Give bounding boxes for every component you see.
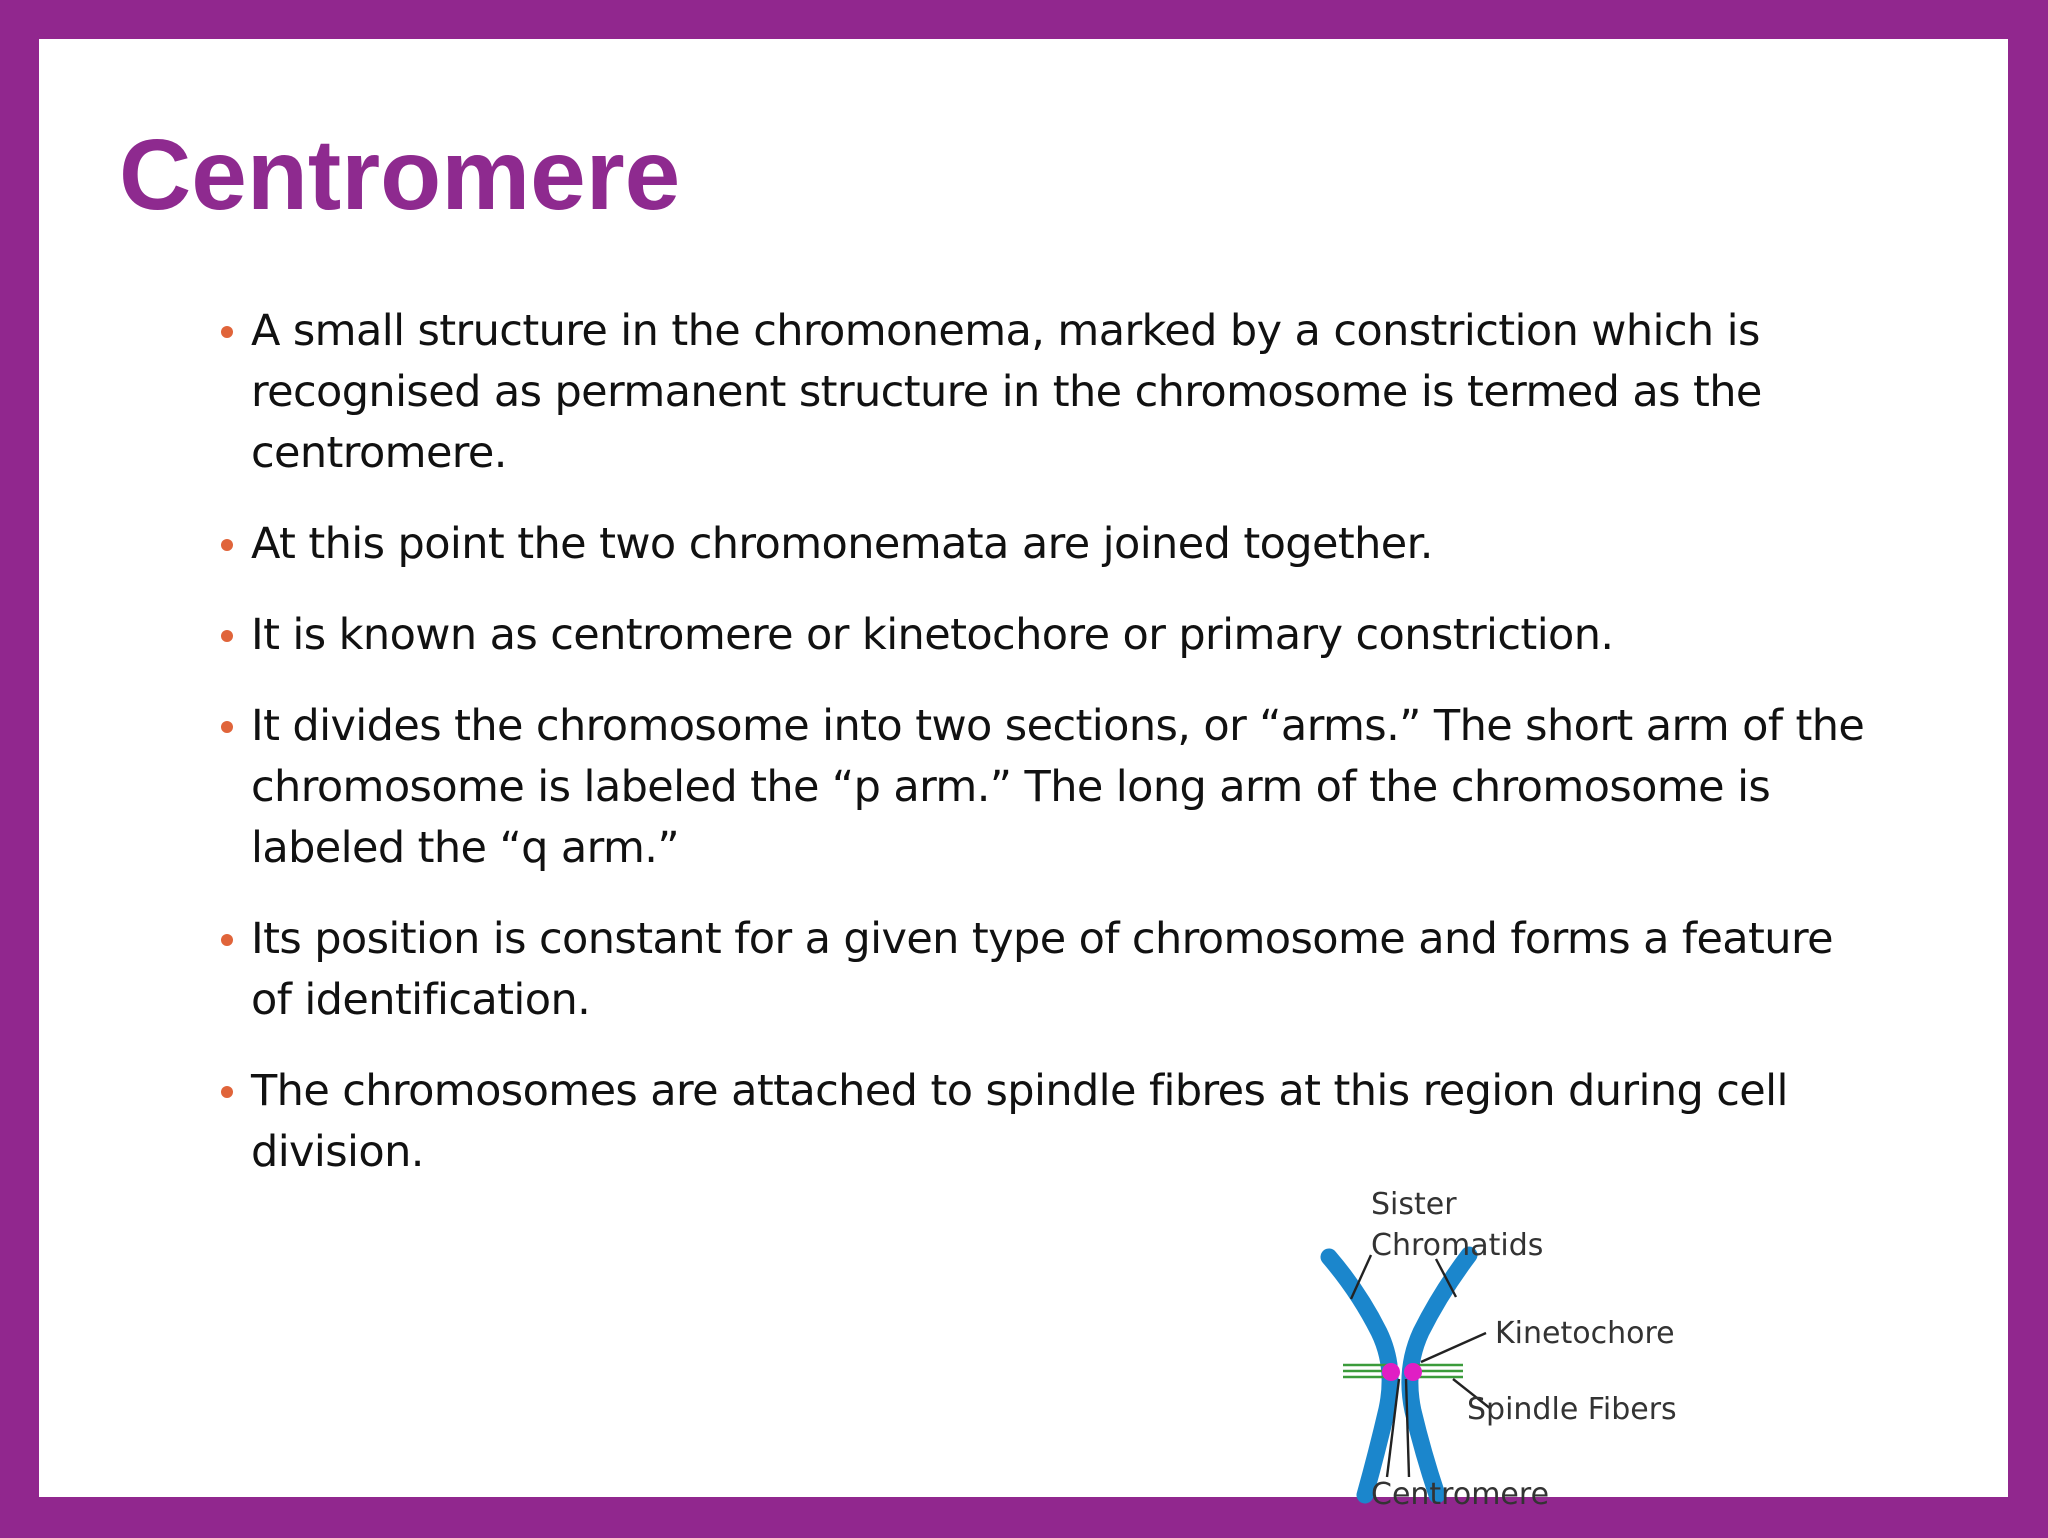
- bullet-dot-icon: [221, 326, 233, 338]
- bullet-dot-icon: [221, 721, 233, 733]
- label-spindle-fibers: Spindle Fibers: [1467, 1392, 1677, 1427]
- bullet-text: A small structure in the chromonema, marked by a constriction which is recognised as permanent structure in the chromosome is termed as the centromere.: [251, 306, 1762, 478]
- kinetochore-right-icon: [1404, 1363, 1422, 1381]
- slide: [39, 39, 2008, 1512]
- bullet-item: [219, 301, 1879, 484]
- bullet-text: At this point the two chromonemata are joined together.: [251, 519, 1433, 569]
- bullet-list: [219, 301, 1879, 1213]
- bullet-text: It divides the chromosome into two sections, or “arms.” The short arm of the chromosome is labeled the “p arm.” The long arm of the chromosome is labeled the “q arm.”: [251, 701, 1865, 873]
- bullet-text: Its position is constant for a given type of chromosome and forms a feature of identification.: [251, 914, 1833, 1025]
- bullet-dot-icon: [221, 539, 233, 551]
- bullet-dot-icon: [221, 934, 233, 946]
- label-centromere: Centromere: [1371, 1477, 1550, 1512]
- bullet-dot-icon: [221, 1086, 233, 1098]
- bullet-item: [219, 514, 1879, 575]
- label-kinetochore: Kinetochore: [1495, 1316, 1675, 1351]
- bullet-text: The chromosomes are attached to spindle fibres at this region during cell division.: [251, 1066, 1788, 1177]
- slide-title: Centromere: [119, 119, 681, 231]
- bullet-item: [219, 696, 1879, 879]
- label-sister: Sister: [1371, 1187, 1457, 1222]
- chromosome-diagram: [1291, 1147, 1711, 1533]
- bullet-text: It is known as centromere or kinetochore or primary constriction.: [251, 610, 1614, 660]
- bullet-item: [219, 909, 1879, 1031]
- label-chromatids: Chromatids: [1371, 1228, 1544, 1263]
- bullet-dot-icon: [221, 630, 233, 642]
- bullet-item: [219, 605, 1879, 666]
- kinetochore-left-icon: [1382, 1363, 1400, 1381]
